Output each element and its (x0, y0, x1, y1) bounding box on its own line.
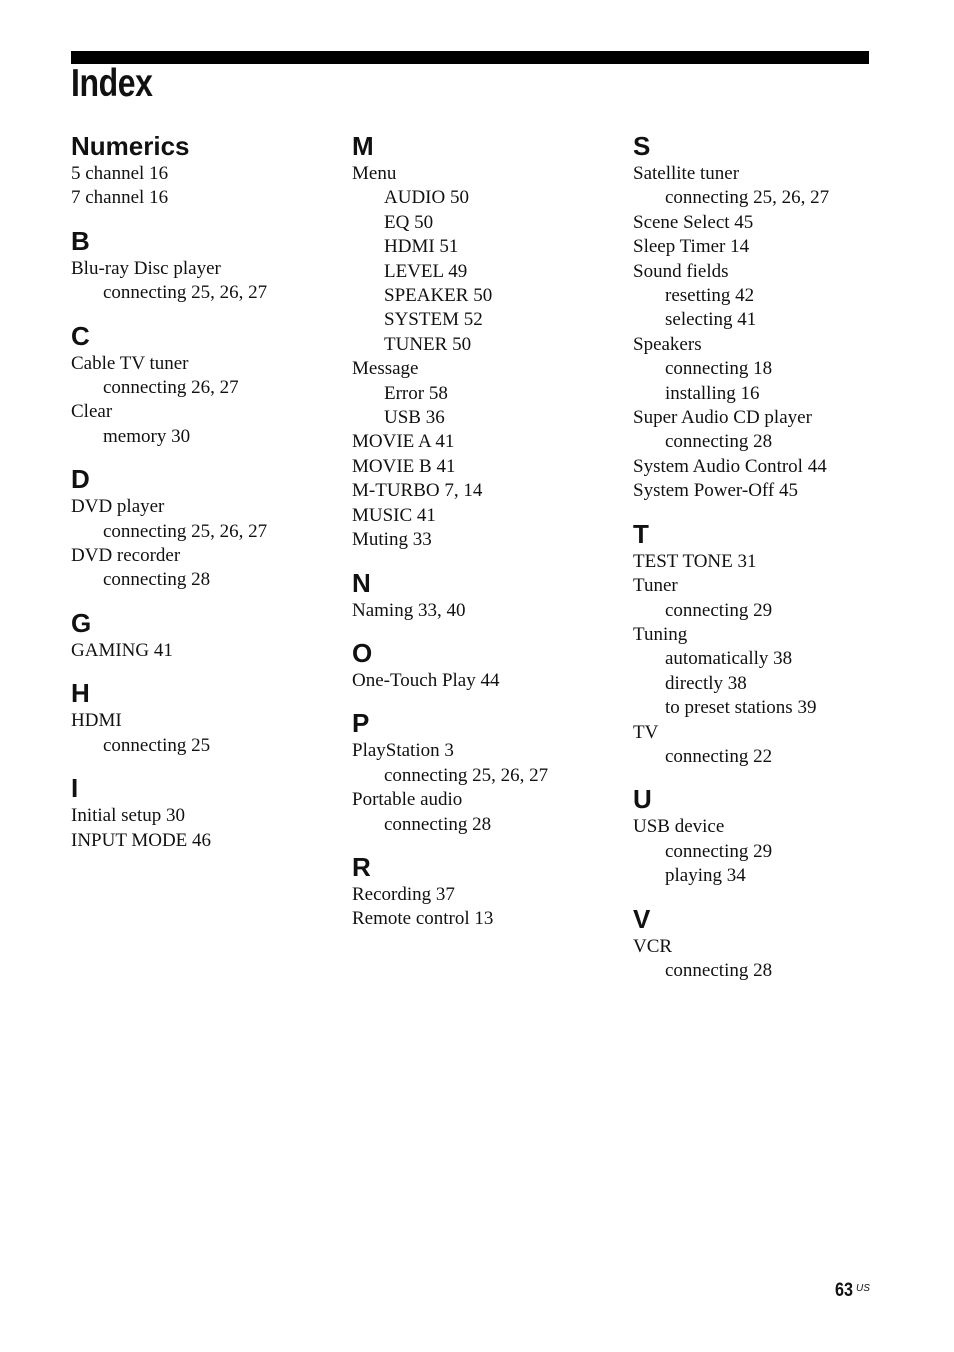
index-subentry: connecting 25, 26, 27 (665, 187, 830, 209)
index-section (352, 637, 612, 693)
index-subentry: resetting 42 (665, 285, 755, 307)
index-section (633, 903, 869, 984)
index-entry: Naming 33, 40 (352, 599, 466, 621)
index-section (71, 463, 331, 593)
index-subentry: playing 34 (665, 865, 746, 887)
page-title: Index (71, 62, 153, 105)
page-region-suffix: US (856, 1283, 870, 1294)
index-subentry: EQ 50 (384, 211, 434, 233)
index-subentry: connecting 28 (665, 959, 773, 981)
index-entry: Super Audio CD player (633, 407, 812, 429)
index-entry: MUSIC 41 (352, 504, 436, 526)
section-heading: O (352, 637, 373, 668)
section-heading: C (71, 320, 90, 351)
index-entry: Satellite tuner (633, 163, 740, 184)
index-section (71, 320, 331, 450)
top-rule (71, 51, 869, 64)
index-entry: MOVIE A 41 (352, 431, 455, 453)
index-section (352, 707, 612, 837)
section-heading: M (352, 131, 374, 161)
index-subentry: HDMI 51 (384, 236, 459, 258)
index-subentry: connecting 22 (665, 745, 773, 767)
index-column-2 (352, 130, 612, 946)
index-subentry: directly 38 (665, 672, 747, 694)
index-section (71, 607, 331, 663)
index-section (352, 851, 612, 932)
index-subentry: USB 36 (384, 407, 445, 429)
index-entry: INPUT MODE 46 (71, 829, 212, 851)
index-entry: HDMI (71, 710, 122, 732)
index-column-1 (71, 130, 331, 867)
index-entry: GAMING 41 (71, 639, 173, 661)
index-entry: PlayStation 3 (352, 740, 454, 762)
index-entry: Scene Select 45 (633, 211, 754, 233)
section-heading: S (633, 131, 651, 161)
index-entry: 7 channel 16 (71, 187, 169, 209)
index-entry: Portable audio (352, 789, 463, 811)
index-entry: Blu-ray Disc player (71, 257, 221, 279)
index-subentry: connecting 25, 26, 27 (103, 520, 268, 542)
index-entry: M-TURBO 7, 14 (352, 480, 483, 502)
index-entry: Tuning (633, 623, 688, 645)
index-entry: DVD recorder (71, 545, 181, 567)
index-entry: Sound fields (633, 260, 729, 282)
index-entry: Remote control 13 (352, 908, 494, 930)
index-entry: Message (352, 358, 419, 380)
section-heading: H (71, 678, 90, 709)
index-section (633, 130, 869, 504)
section-heading: R (352, 851, 371, 882)
index-subentry: LEVEL 49 (384, 260, 468, 282)
index-subentry: selecting 41 (665, 309, 757, 331)
section-heading: D (71, 464, 90, 495)
index-subentry: connecting 18 (665, 358, 773, 380)
section-heading: V (633, 903, 651, 934)
section-heading: I (71, 773, 79, 804)
section-heading: B (71, 225, 90, 256)
index-section (352, 130, 612, 553)
section-heading: N (352, 567, 371, 598)
index-entry: System Audio Control 44 (633, 455, 827, 477)
index-subentry: SPEAKER 50 (384, 285, 493, 307)
index-entry: Muting 33 (352, 529, 432, 551)
index-entry: One-Touch Play 44 (352, 669, 500, 691)
index-entry: Menu (352, 163, 397, 184)
index-section (71, 677, 331, 758)
section-heading: P (352, 708, 370, 739)
section-heading: G (71, 607, 92, 638)
index-subentry: connecting 29 (665, 840, 773, 862)
index-subentry: memory 30 (103, 425, 191, 447)
index-entry: 5 channel 16 (71, 163, 169, 184)
index-subentry: connecting 29 (665, 599, 773, 621)
index-entry: TEST TONE 31 (633, 550, 757, 572)
index-subentry: TUNER 50 (384, 333, 472, 355)
index-section (633, 783, 869, 888)
index-subentry: connecting 26, 27 (103, 377, 239, 399)
section-heading: Numerics (71, 131, 190, 161)
index-section (71, 130, 331, 211)
index-section (633, 518, 869, 770)
index-section (71, 772, 331, 853)
index-entry: MOVIE B 41 (352, 455, 456, 477)
index-entry: Speakers (633, 333, 702, 355)
index-subentry: connecting 25, 26, 27 (384, 764, 549, 786)
index-subentry: connecting 28 (384, 813, 492, 835)
index-entry: DVD player (71, 496, 165, 518)
index-subentry: connecting 25, 26, 27 (103, 282, 268, 304)
index-entry: Sleep Timer 14 (633, 236, 750, 258)
page-number: 63 (835, 1280, 853, 1301)
index-section (352, 567, 612, 623)
section-heading: U (633, 784, 652, 815)
index-subentry: automatically 38 (665, 648, 793, 670)
index-subentry: to preset stations 39 (665, 697, 817, 719)
index-subentry: connecting 25 (103, 734, 211, 756)
index-subentry: connecting 28 (103, 569, 211, 591)
index-subentry: SYSTEM 52 (384, 309, 483, 331)
index-subentry: AUDIO 50 (384, 187, 469, 209)
index-entry: System Power-Off 45 (633, 480, 798, 502)
index-entry: Recording 37 (352, 883, 455, 905)
index-subentry: connecting 28 (665, 431, 773, 453)
index-subentry: installing 16 (665, 382, 760, 404)
index-entry: Tuner (633, 575, 678, 597)
index-entry: Cable TV tuner (71, 352, 189, 374)
index-subentry: Error 58 (384, 382, 448, 404)
section-heading: T (633, 518, 649, 549)
index-entry: VCR (633, 935, 673, 957)
index-entry: USB device (633, 816, 725, 838)
index-entry: TV (633, 721, 659, 743)
index-section (71, 225, 331, 306)
index-entry: Clear (71, 401, 113, 423)
index-column-3 (633, 130, 869, 997)
index-entry: Initial setup 30 (71, 805, 185, 827)
